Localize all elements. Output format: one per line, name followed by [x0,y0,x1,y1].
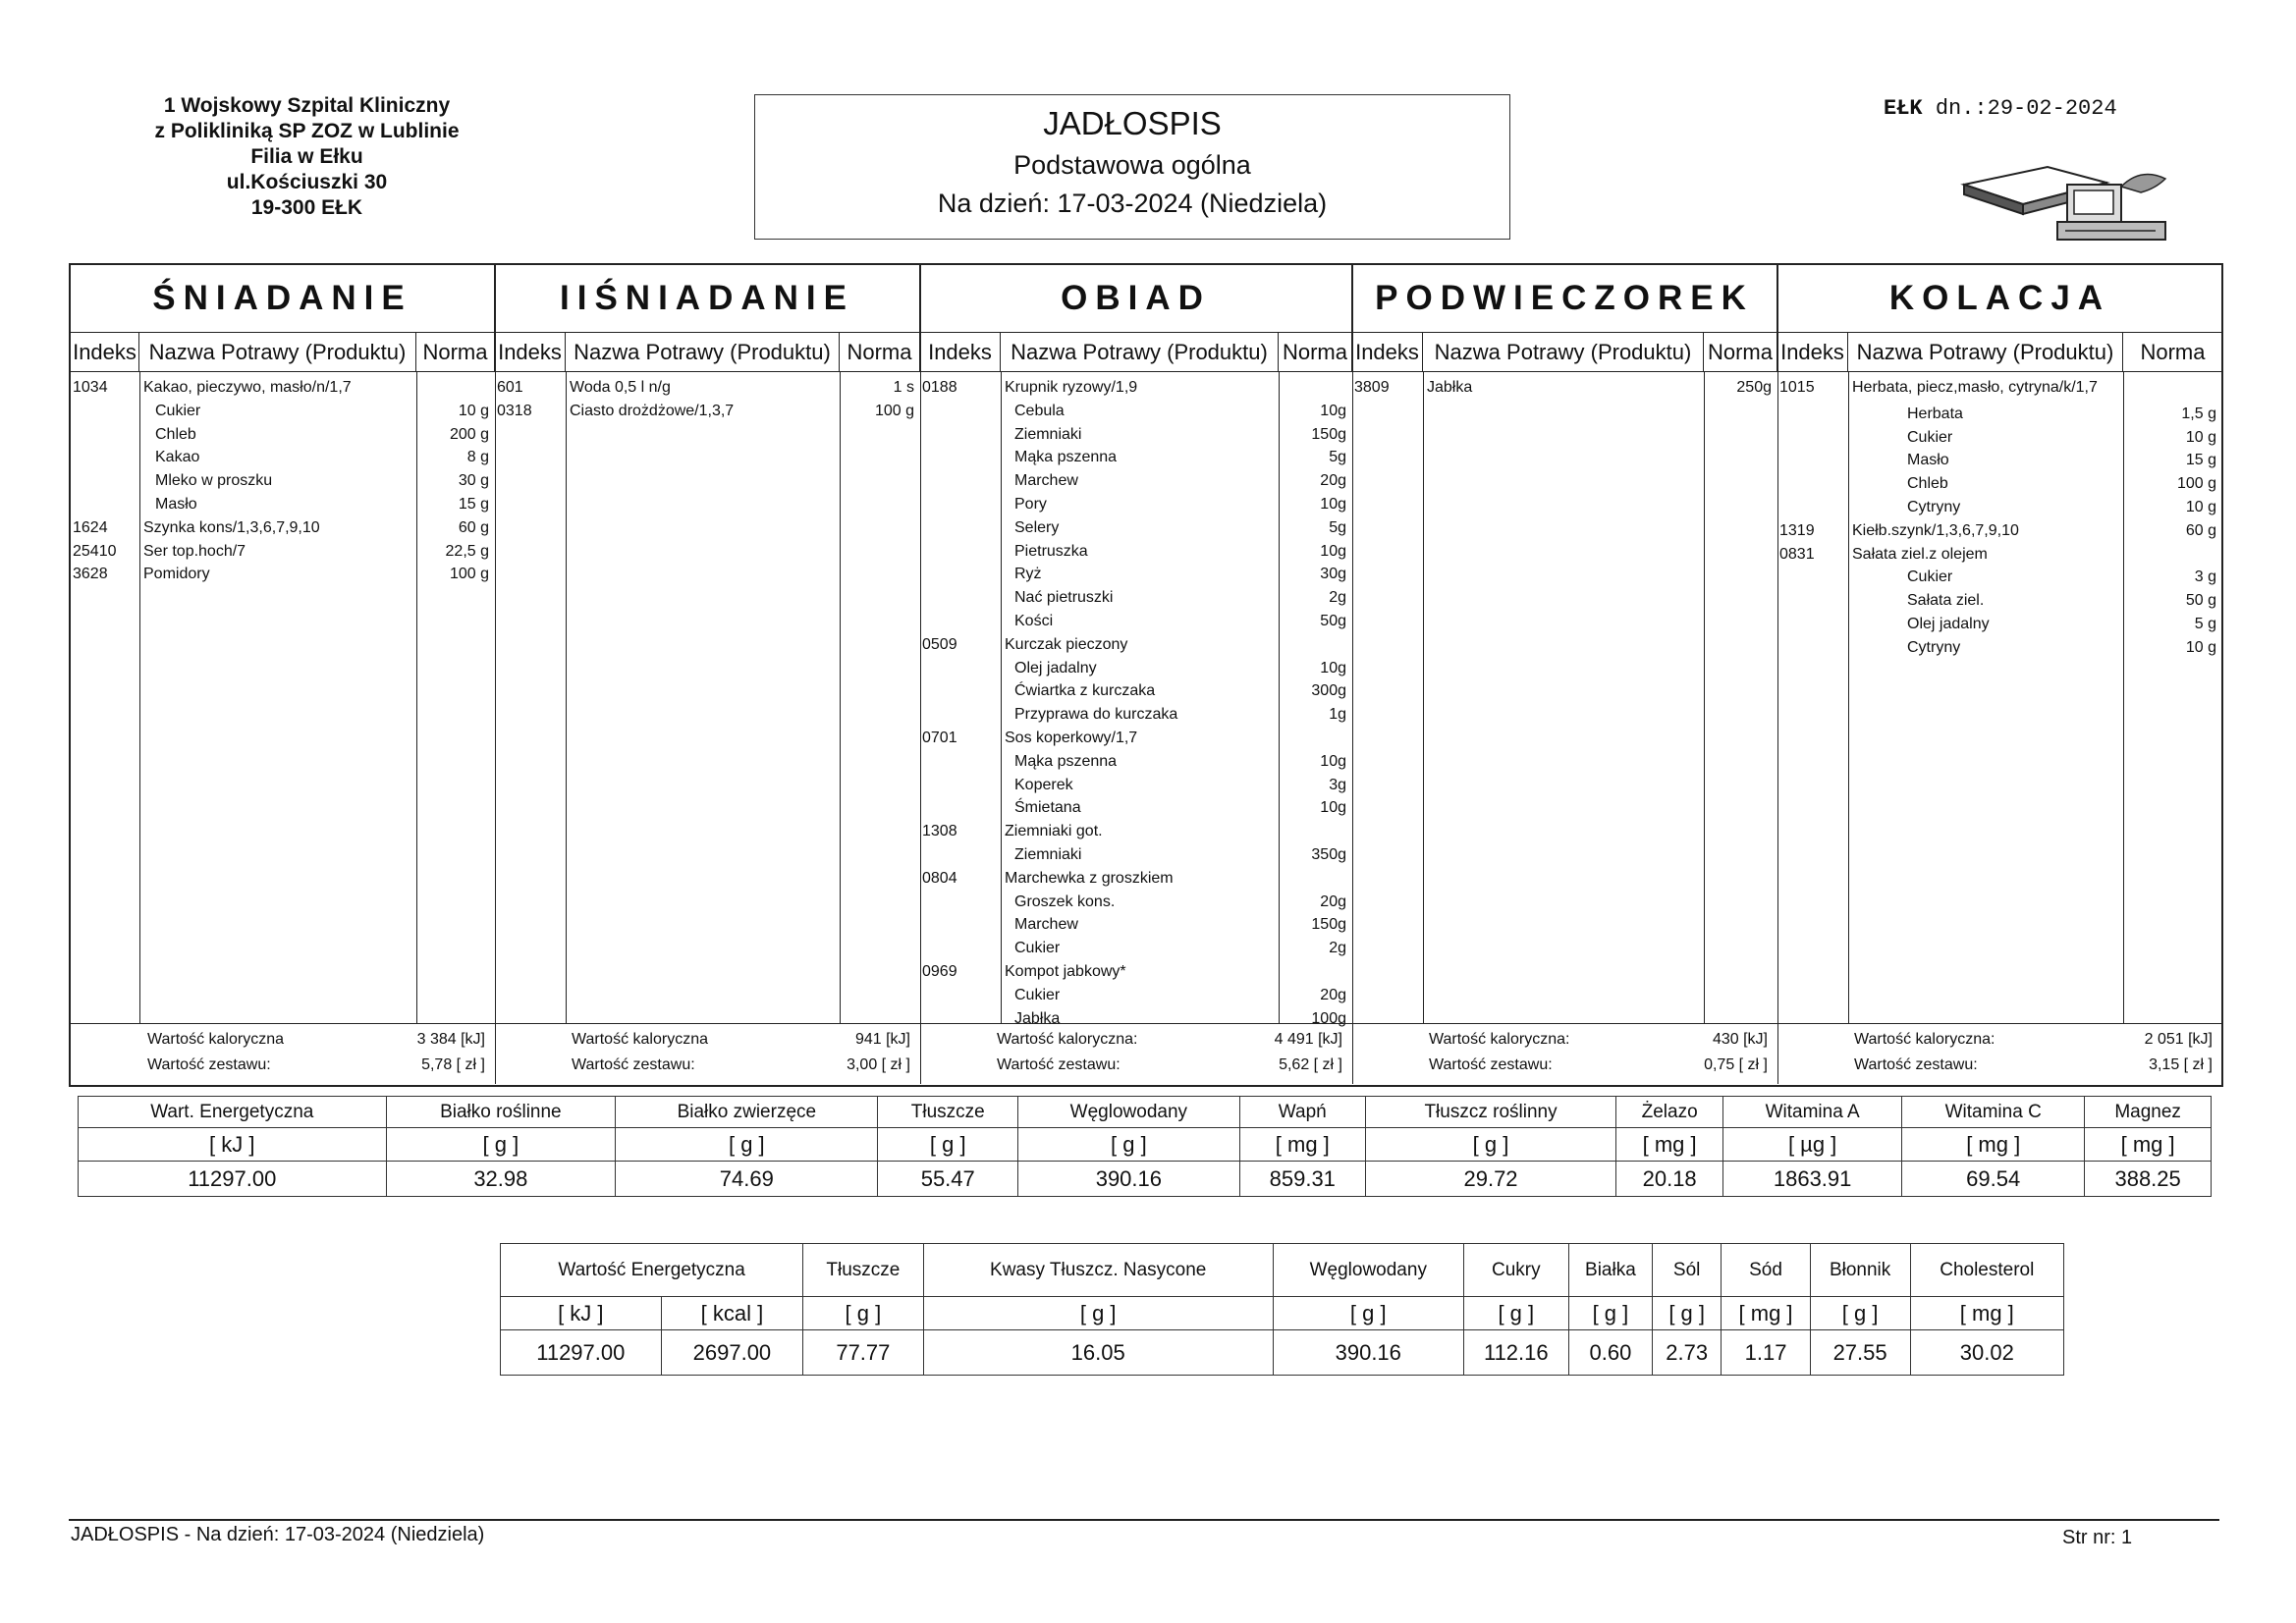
nutrient-header: Witamina C [1902,1097,2085,1128]
item-index: 0701 [922,730,957,746]
item-norma: 20g [1320,893,1346,910]
ingredient-name: Cytryny [1907,638,1961,656]
item-norma: 3g [1329,776,1346,793]
dish-name: Herbata, piecz,masło, cytryna/k/1,7 [1852,379,2098,396]
summary-divider [71,1023,2221,1024]
item-index: 0831 [1779,545,1815,563]
item-norma: 350g [1311,846,1346,863]
item-index: 1319 [1779,521,1815,539]
item-norma: 50g [1320,613,1346,629]
nutrient-header: Wapń [1239,1097,1365,1128]
section-title: OBIAD [920,265,1352,332]
nutrient-header: Magnez [2085,1097,2212,1128]
nutrient-value: 1863.91 [1723,1162,1902,1197]
nutrition-facts-table [500,1243,2064,1376]
ingredient-name: Cebula [1014,402,1065,419]
column-header-norma: Norma [1279,333,1352,371]
diet-name: Podstawowa ogólna [1013,150,1251,180]
nutrient-value: 32.98 [386,1162,616,1197]
set-value-label: Wartość zestawu: [147,1056,271,1073]
nutrient-value: 1.17 [1722,1330,1810,1376]
item-index: 601 [497,379,523,396]
nutrient-header: Białka [1568,1244,1652,1297]
nutrient-header: Kwasy Tłuszcz. Nasycone [923,1244,1273,1297]
item-norma: 60 g [458,518,489,536]
ingredient-name: Kakao [155,449,200,466]
nutrient-header: Tłuszcze [878,1097,1018,1128]
nutrient-header: Tłuszcz roślinny [1365,1097,1615,1128]
item-norma: 60 g [2185,521,2216,539]
item-norma: 150g [1311,916,1346,934]
nutrient-value: 74.69 [616,1162,878,1197]
hospital-line: z Polikliniką SP ZOZ w Lublinie [154,120,460,142]
nutrient-unit: [ kJ ] [79,1128,387,1162]
nutrient-value: 2.73 [1652,1330,1722,1376]
item-norma: 22,5 g [445,542,489,560]
nutrient-header: Wart. Energetyczna [79,1097,387,1128]
ingredient-name: Ziemniaki [1014,846,1082,863]
column-header-indeks: Indeks [1352,333,1423,371]
section-divider [1352,265,1353,1084]
calorie-label: Wartość kaloryczna: [1854,1031,1995,1048]
ingredient-name: Ziemniaki [1014,425,1082,443]
item-index: 3809 [1354,379,1390,396]
item-norma: 8 g [466,449,489,466]
ingredient-name: Kości [1014,613,1054,629]
column-header-indeks: Indeks [1777,333,1848,371]
nutrient-unit: [ g ] [386,1128,616,1162]
item-norma: 1 s [893,379,914,396]
dish-name: Kiełb.szynk/1,3,6,7,9,10 [1852,521,2019,539]
item-norma: 5g [1329,449,1346,466]
item-norma: 10g [1320,752,1346,770]
dish-name: Woda 0,5 l n/g [570,379,671,396]
column-header-norma: Norma [2140,340,2206,364]
ingredient-name: Mąka pszenna [1014,752,1118,770]
item-index: 1034 [73,379,108,396]
set-value: 0,75 [ zł ] [1704,1056,1768,1073]
calorie-value: 430 [kJ] [1712,1031,1768,1048]
page-number: Str nr: 1 [2062,1527,2133,1548]
nutrient-header: Sód [1722,1244,1810,1297]
ingredient-name: Jabłka [1014,1009,1061,1027]
footer-title: JADŁOSPIS - Na dzień: 17-03-2024 (Niedziela) [71,1524,485,1545]
column-header-norma: Norma [416,333,495,371]
calorie-value: 941 [kJ] [854,1031,910,1048]
set-value-label: Wartość zestawu: [997,1056,1121,1073]
ingredient-name: Olej jadalny [1907,616,1990,632]
item-norma: 300g [1311,682,1346,700]
nutrient-unit: [ mg ] [2085,1128,2212,1162]
item-norma: 100 g [874,402,914,419]
item-index: 1015 [1779,379,1815,396]
nutrient-unit: [ mg ] [1616,1128,1723,1162]
nutrient-unit: [ mg ] [1910,1297,2063,1330]
column-divider [840,372,841,1023]
item-index: 0969 [922,963,957,980]
nutrient-value: 390.16 [1273,1330,1463,1376]
nutrient-header: Węglowodany [1017,1097,1239,1128]
column-header-indeks: Indeks [71,333,139,371]
ingredient-name: Pietruszka [1014,542,1088,560]
column-divider [1848,372,1849,1023]
nutrient-unit: [ mg ] [1239,1128,1365,1162]
dish-name: Marchewka z groszkiem [1005,869,1174,887]
nutrient-value: 0.60 [1568,1330,1652,1376]
item-index: 0318 [497,402,532,419]
section-divider [495,265,496,1084]
item-norma: 2g [1329,940,1346,957]
ingredient-name: Cukier [1014,986,1061,1003]
ingredient-name: Cukier [1907,568,1953,586]
nutrient-unit: [ g ] [1568,1297,1652,1330]
dish-name: Sałata ziel.z olejem [1852,545,1988,563]
column-divider [566,372,567,1023]
nutrient-header: Błonnik [1810,1244,1910,1297]
ingredient-name: Cukier [155,402,201,419]
set-value: 3,00 [ zł ] [847,1056,910,1073]
item-norma: 10g [1320,799,1346,817]
nutrient-value: 29.72 [1365,1162,1615,1197]
hospital-line: 19-300 EŁK [250,196,363,219]
print-stamp [1884,96,2117,121]
nutrient-value: 55.47 [878,1162,1018,1197]
ingredient-name: Cukier [1907,428,1953,446]
item-norma: 10g [1320,402,1346,419]
nutrient-value: 859.31 [1239,1162,1365,1197]
item-norma: 150g [1311,425,1346,443]
item-norma: 5g [1329,518,1346,536]
ingredient-name: Groszek kons. [1014,893,1116,910]
nutrient-unit: [ g ] [1810,1297,1910,1330]
nutrient-unit: [ g ] [1017,1128,1239,1162]
ingredient-name: Sałata ziel. [1907,592,1985,610]
footer-divider [69,1519,2219,1521]
nutrient-unit: [ g ] [1463,1297,1568,1330]
nutrient-header: Cholesterol [1910,1244,2063,1297]
nutrient-value: 11297.00 [501,1330,662,1376]
nutrient-header: Sól [1652,1244,1722,1297]
calorie-value: 2 051 [kJ] [2144,1031,2213,1048]
calorie-label: Wartość kaloryczna: [997,1031,1138,1048]
item-index: 0804 [922,869,957,887]
hospital-line: ul.Kościuszki 30 [226,171,388,193]
column-header-norma: Norma [1704,333,1777,371]
item-norma: 100g [1311,1009,1346,1027]
set-value-label: Wartość zestawu: [1854,1056,1978,1073]
nutrient-unit: [ g ] [616,1128,878,1162]
item-norma: 30g [1320,566,1346,583]
nutrient-value: 16.05 [923,1330,1273,1376]
ingredient-name: Mleko w proszku [155,472,273,490]
section-title: IIŚNIADANIE [495,265,920,332]
column-divider [416,372,417,1023]
item-norma: 15 g [2185,452,2216,469]
nutrient-header: Białko roślinne [386,1097,616,1128]
column-header-indeks: Indeks [920,333,1001,371]
hospital-address [118,93,496,221]
nutrient-header: Białko zwierzęce [616,1097,878,1128]
dish-name: Szynka kons/1,3,6,7,9,10 [143,518,320,536]
item-index: 3628 [73,566,108,583]
set-value: 3,15 [ zł ] [2149,1056,2213,1073]
dish-name: Kompot jabkowy* [1005,963,1126,980]
section-title: ŚNIADANIE [71,265,495,332]
ingredient-name: Śmietana [1014,799,1081,817]
ingredient-name: Chleb [155,425,196,443]
column-header-nazwa: Nazwa Potrawy (Produktu) [1848,333,2123,371]
nutrient-unit: [ g ] [1273,1297,1463,1330]
ingredient-name: Ćwiartka z kurczaka [1014,682,1156,700]
stamp-place: EŁK [1884,96,1923,121]
nutrient-unit: [ kJ ] [501,1297,662,1330]
nutrient-unit: [ g ] [803,1297,923,1330]
dish-name: Ser top.hoch/7 [143,542,246,560]
calorie-value: 4 491 [kJ] [1274,1031,1342,1048]
set-value-label: Wartość zestawu: [1429,1056,1553,1073]
ingredient-name: Marchew [1014,916,1078,934]
item-norma: 20g [1320,472,1346,490]
item-norma: 50 g [2185,592,2216,610]
column-divider [1001,372,1002,1023]
ingredient-name: Chleb [1907,475,1948,493]
ingredient-name: Pory [1014,496,1047,513]
section-divider [920,265,921,1084]
ingredient-name: Przyprawa do kurczaka [1014,706,1178,724]
nutrient-value: 77.77 [803,1330,923,1376]
item-index: 0509 [922,635,957,653]
calorie-label: Wartość kaloryczna [147,1031,284,1048]
column-header-nazwa: Nazwa Potrawy (Produktu) [139,333,416,371]
section-divider [1777,265,1778,1084]
dish-name: Kurczak pieczony [1005,635,1128,653]
item-norma: 15 g [458,496,489,513]
section-title: KOLACJA [1888,279,2111,317]
item-norma: 100 g [449,566,489,583]
nutrient-value: 112.16 [1463,1330,1568,1376]
nutrient-value: 27.55 [1810,1330,1910,1376]
dish-name: Ziemniaki got. [1005,823,1103,840]
item-norma: 10 g [2185,638,2216,656]
dish-name: Kakao, pieczywo, masło/n/1,7 [143,379,352,396]
column-header-norma: Norma [840,333,920,371]
nutrient-header: Wartość Energetyczna [501,1244,803,1297]
item-norma: 100 g [2176,475,2216,493]
ingredient-name: Herbata [1907,405,1963,422]
item-norma: 3 g [2194,568,2216,586]
item-norma: 10 g [458,402,489,419]
nutrient-value: 30.02 [1910,1330,2063,1376]
stamp-date: dn.:29-02-2024 [1935,96,2117,121]
nutrient-value: 390.16 [1017,1162,1239,1197]
ingredient-name: Cukier [1014,940,1061,957]
section-title: PODWIECZOREK [1352,265,1777,332]
nutrients-table [78,1096,2212,1197]
hospital-line: Filia w Ełku [250,145,363,168]
item-norma: 10g [1320,542,1346,560]
set-value-label: Wartość zestawu: [572,1056,695,1073]
dish-name: Ciasto drożdżowe/1,3,7 [570,402,735,419]
ingredient-name: Cytryny [1907,499,1961,515]
item-index: 1308 [922,823,957,840]
nutrient-unit: [ g ] [923,1297,1273,1330]
dish-name: Krupnik ryzowy/1,9 [1005,379,1138,396]
item-norma: 30 g [458,472,489,490]
nutrient-header: Żelazo [1616,1097,1723,1128]
item-index: 1624 [73,518,108,536]
nutrient-header: Węglowodany [1273,1244,1463,1297]
column-header-nazwa: Nazwa Potrawy (Produktu) [1423,333,1704,371]
nutrient-value: 388.25 [2085,1162,2212,1197]
calorie-label: Wartość kaloryczna [572,1031,708,1048]
column-header-nazwa: Nazwa Potrawy (Produktu) [1001,333,1279,371]
nutrient-value: 2697.00 [661,1330,803,1376]
ingredient-name: Mąka pszenna [1014,449,1118,466]
computer-book-icon [1959,145,2180,243]
item-norma: 1g [1329,706,1346,724]
nutrient-value: 20.18 [1616,1162,1723,1197]
dish-name: Jabłka [1427,379,1473,396]
item-norma: 20g [1320,986,1346,1003]
title-box [754,94,1510,240]
column-divider [1423,372,1424,1023]
nutrient-unit: [ g ] [1365,1128,1615,1162]
item-norma: 1,5 g [2181,405,2216,422]
dish-name: Pomidory [143,566,210,583]
set-value: 5,62 [ zł ] [1279,1056,1342,1073]
menu-table [69,263,2223,1087]
nutrient-unit: [ mg ] [1902,1128,2085,1162]
set-value: 5,78 [ zł ] [421,1056,485,1073]
ingredient-name: Marchew [1014,472,1078,490]
item-norma: 2g [1329,589,1346,607]
item-index: 0188 [922,379,957,396]
item-norma: 10g [1320,659,1346,676]
ingredient-name: Nać pietruszki [1014,589,1114,607]
item-index: 25410 [73,542,117,560]
ingredient-name: Masło [155,496,197,513]
column-divider [1704,372,1705,1023]
column-header-nazwa: Nazwa Potrawy (Produktu) [566,333,840,371]
calorie-label: Wartość kaloryczna: [1429,1031,1570,1048]
item-norma: 10 g [2185,428,2216,446]
item-norma: 200 g [449,425,489,443]
nutrient-unit: [ µg ] [1723,1128,1902,1162]
nutrient-unit: [ kcal ] [661,1297,803,1330]
nutrient-header: Cukry [1463,1244,1568,1297]
ingredient-name: Ryż [1014,566,1042,583]
calorie-value: 3 384 [kJ] [416,1031,485,1048]
page-title: JADŁOSPIS [1043,105,1222,141]
column-header-indeks: Indeks [495,333,566,371]
menu-date: Na dzień: 17-03-2024 (Niedziela) [937,189,1328,218]
ingredient-name: Masło [1907,452,1949,469]
item-norma: 10g [1320,496,1346,513]
ingredient-name: Selery [1014,518,1060,536]
item-norma: 5 g [2194,616,2216,632]
ingredient-name: Olej jadalny [1014,659,1097,676]
item-norma: 10 g [2185,499,2216,515]
nutrient-header: Witamina A [1723,1097,1902,1128]
ingredient-name: Koperek [1014,776,1073,793]
dish-name: Sos koperkowy/1,7 [1005,730,1138,746]
nutrient-unit: [ g ] [1652,1297,1722,1330]
nutrient-value: 69.54 [1902,1162,2085,1197]
nutrient-unit: [ mg ] [1722,1297,1810,1330]
item-norma: 250g [1736,379,1772,396]
nutrient-header: Tłuszcze [803,1244,923,1297]
hospital-line: 1 Wojskowy Szpital Kliniczny [163,94,451,117]
nutrient-unit: [ g ] [878,1128,1018,1162]
nutrient-value: 11297.00 [79,1162,387,1197]
column-divider [139,372,140,1023]
